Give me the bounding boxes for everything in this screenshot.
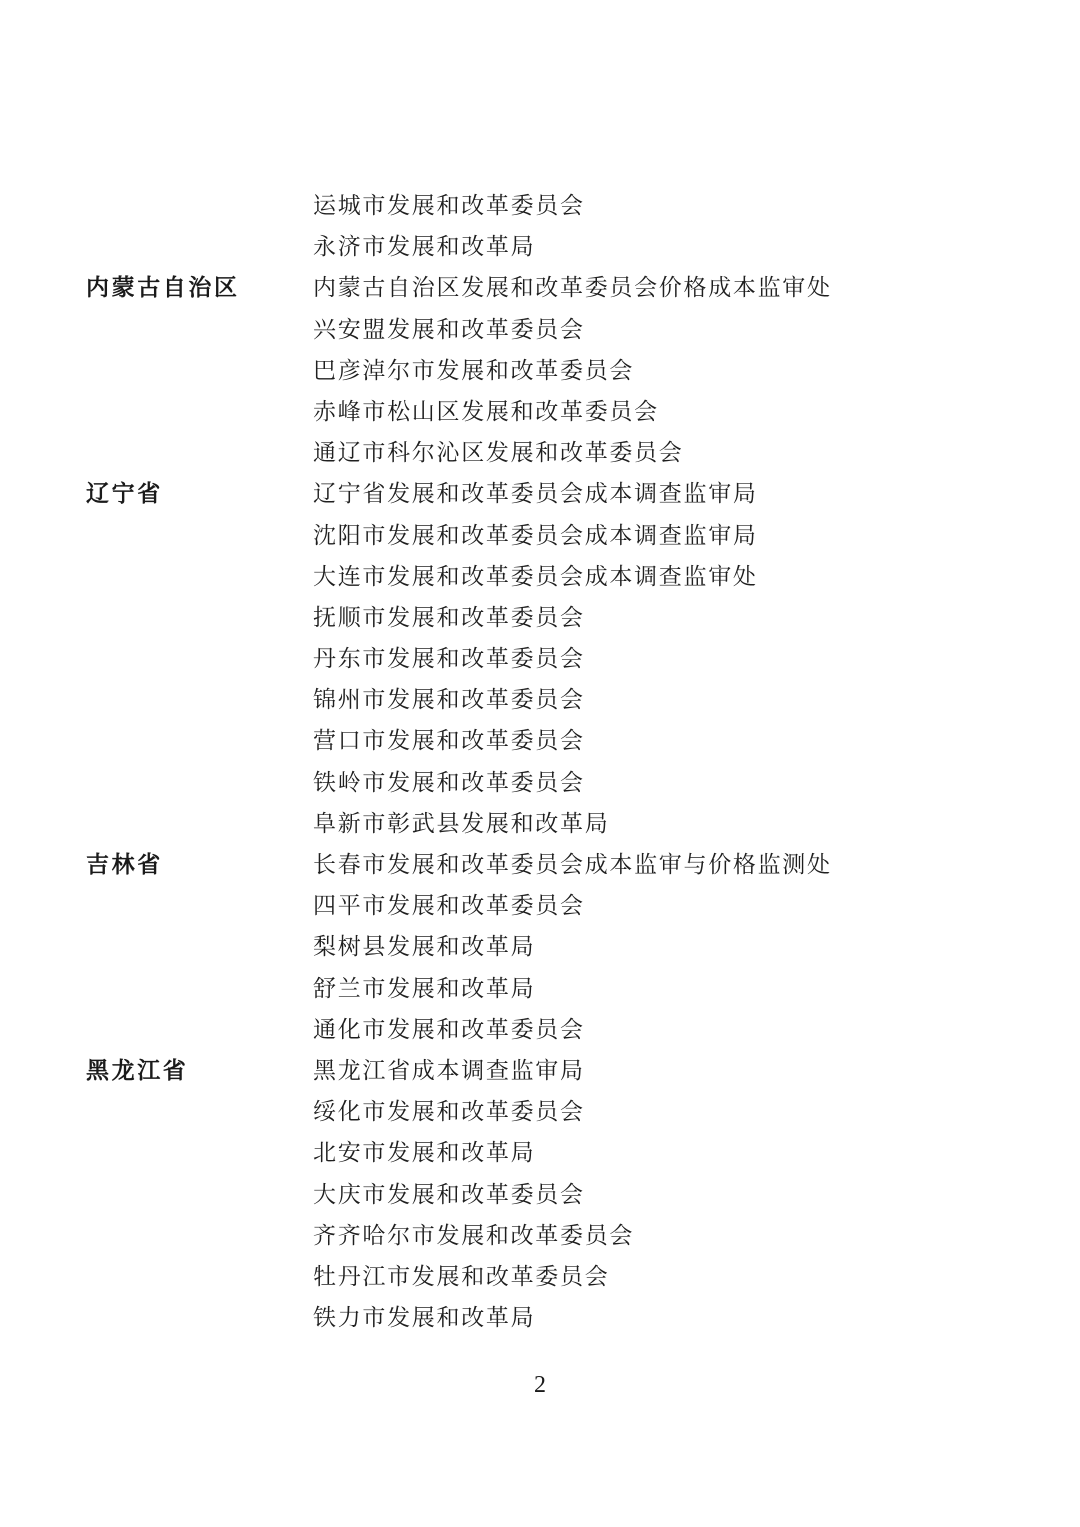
agency-name: 阜新市彰武县发展和改革局 [313, 810, 610, 837]
agency-name: 四平市发展和改革委员会 [313, 893, 585, 920]
list-item [0, 392, 1080, 433]
list-item [0, 268, 1080, 309]
list-item [0, 474, 1080, 515]
province-name: 黑龙江省 [86, 1057, 189, 1084]
page-number: 2 [534, 1372, 546, 1398]
list-item [0, 763, 1080, 804]
list-item [0, 186, 1080, 227]
agency-name: 牡丹江市发展和改革委员会 [313, 1263, 610, 1290]
agency-name: 兴安盟发展和改革委员会 [313, 316, 585, 343]
list-item [0, 1257, 1080, 1298]
agency-name: 永济市发展和改革局 [313, 234, 536, 261]
list-item [0, 1175, 1080, 1216]
agency-name: 锦州市发展和改革委员会 [313, 687, 585, 714]
list-item [0, 1092, 1080, 1133]
list-item [0, 351, 1080, 392]
province-name: 吉林省 [86, 852, 163, 878]
agency-name: 北安市发展和改革局 [313, 1140, 536, 1167]
list-item [0, 1051, 1080, 1092]
agency-name: 运城市发展和改革委员会 [313, 193, 585, 219]
list-item [0, 969, 1080, 1010]
list-item [0, 804, 1080, 845]
list-item [0, 639, 1080, 680]
list-item [0, 433, 1080, 474]
agency-name: 内蒙古自治区发展和改革委员会价格成本监审处 [313, 275, 832, 302]
agency-name: 梨树县发展和改革局 [313, 934, 536, 961]
list-item [0, 516, 1080, 557]
list-item [0, 845, 1080, 886]
list-item [0, 886, 1080, 927]
agency-name: 通辽市科尔沁区发展和改革委员会 [313, 440, 684, 467]
agency-name: 辽宁省发展和改革委员会成本调查监审局 [313, 481, 758, 508]
province-name: 内蒙古自治区 [86, 275, 240, 302]
agency-name: 绥化市发展和改革委员会 [313, 1099, 585, 1126]
list-item [0, 310, 1080, 351]
list-item [0, 1216, 1080, 1257]
agency-list [0, 186, 1080, 1339]
agency-name: 沈阳市发展和改革委员会成本调查监审局 [313, 522, 758, 549]
list-item [0, 598, 1080, 639]
list-item [0, 927, 1080, 968]
agency-name: 抚顺市发展和改革委员会 [313, 604, 585, 631]
agency-name: 赤峰市松山区发展和改革委员会 [313, 398, 659, 425]
agency-name: 大连市发展和改革委员会成本调查监审处 [313, 563, 758, 590]
province-name: 辽宁省 [86, 481, 163, 508]
list-item [0, 1298, 1080, 1339]
list-item [0, 680, 1080, 721]
agency-name: 铁力市发展和改革局 [313, 1305, 536, 1332]
agency-name: 舒兰市发展和改革局 [313, 975, 536, 1002]
list-item [0, 1133, 1080, 1174]
agency-name: 铁岭市发展和改革委员会 [313, 769, 585, 796]
agency-name: 黑龙江省成本调查监审局 [313, 1057, 585, 1084]
agency-name: 长春市发展和改革委员会成本监审与价格监测处 [313, 852, 832, 878]
agency-name: 通化市发展和改革委员会 [313, 1016, 585, 1043]
list-item [0, 557, 1080, 598]
list-item [0, 721, 1080, 762]
agency-name: 巴彦淖尔市发展和改革委员会 [313, 357, 635, 384]
list-item [0, 1010, 1080, 1051]
list-item [0, 227, 1080, 268]
agency-name: 齐齐哈尔市发展和改革委员会 [313, 1222, 635, 1249]
agency-name: 大庆市发展和改革委员会 [313, 1181, 585, 1208]
agency-name: 营口市发展和改革委员会 [313, 728, 585, 755]
agency-name: 丹东市发展和改革委员会 [313, 646, 585, 673]
